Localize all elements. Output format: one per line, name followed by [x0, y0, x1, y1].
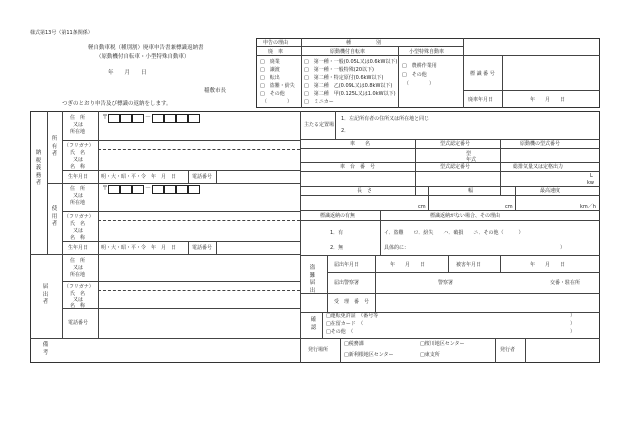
confirm-close-paren-1: ） [570, 313, 576, 319]
haisha-date-value: 年 月 日 [530, 97, 566, 103]
owner-vertical-label: 所有者 [51, 136, 58, 157]
width-label: 幅 [468, 188, 474, 194]
theft-vertical-label: 盗難届出 [309, 265, 316, 294]
user-phone-label: 電話番号 [192, 245, 213, 251]
motor-type-label: 原動機の型式番号 [520, 141, 561, 147]
displacement-label: 総排気量又は定格出力 [513, 164, 564, 170]
form-intro: つぎのとおり申告及び標識の返納をします。 [62, 101, 172, 107]
confirm-close-paren-2: ） [570, 321, 576, 327]
form-addressee: 稲敷市長 [204, 88, 227, 94]
owner-birth-label: 生年月日 [68, 174, 89, 180]
reporter-phone-label: 電話番号 [68, 320, 89, 326]
unit-cm-width: cm [505, 204, 513, 210]
form-subtitle: （原動機付自転車・小型特殊自動車） [96, 54, 190, 60]
plate-number-label: 標 識 番 号 [470, 71, 495, 77]
confirm-other[interactable]: □その他 （ [326, 329, 354, 335]
haisha-date-label: 廃車年月日 [468, 97, 494, 103]
haisha-option-joto[interactable]: □ 譲渡 [260, 67, 280, 73]
form-number: 様式第13号（第11条関係） [30, 30, 93, 36]
unit-kilowatt: kw [587, 180, 594, 186]
office-option-sakuragawa[interactable]: □桜川地区センター [420, 341, 465, 347]
user-zip-field[interactable]: 〒 － [102, 184, 200, 195]
user-birth-value: 明・大・昭・平・令 年 月 日 [101, 245, 177, 251]
gentsuki-option-2[interactable]: □ 第一種・一般特殊(20以下) [304, 67, 374, 73]
no-plate-reason-options[interactable]: イ．盗難 ロ．紛失 ハ．破損 ニ．その他（ ） [384, 230, 524, 236]
gentsuki-option-5[interactable]: □ 第二種 甲(0.125L又は1.0kW以下) [304, 91, 396, 97]
haisha-option-haigyo[interactable]: □ 廃業 [260, 59, 280, 65]
main-place-option-2[interactable]: 2． [341, 128, 350, 134]
office-option-zeimu[interactable]: □税務課 [344, 341, 364, 347]
police-station-suffix: 警察署 [438, 280, 454, 286]
vehicle-name-label: 車 名 [350, 141, 371, 147]
haisha-option-tenshutsu[interactable]: □ 転出 [260, 75, 280, 81]
gentsuki-option-1[interactable]: □ 第一種・一般(0.05L又は0.6kW以下) [304, 59, 398, 65]
koban-suffix: 交番・駐在所 [550, 280, 581, 286]
confirm-residence-card[interactable]: □在留カード （ [326, 321, 364, 327]
model-cert-label: 型式認定番号 [440, 141, 471, 147]
police-station-label: 届出警察署 [334, 280, 360, 286]
main-place-option-1[interactable]: 1．左記所有者の住所又は所在地と同じ [341, 116, 430, 122]
office-option-higashi[interactable]: □東支所 [420, 352, 440, 358]
concrete-reason-label: 具体的に： [384, 245, 410, 251]
length-label: 長 さ [357, 188, 373, 194]
damage-date-value: 年 月 日 [530, 262, 566, 268]
confirm-vertical-label: 確認 [310, 317, 317, 331]
kind-header: 種 別 [346, 40, 382, 46]
haisha-option-tonan[interactable]: □ 盗難・紛失 [260, 83, 295, 89]
unit-kmh: km／h [580, 204, 596, 210]
form-title: 軽自動車税（種別割）廃車申告書兼標識返納書 [88, 45, 204, 51]
taxpayer-vertical-label: 納税義務者 [35, 150, 42, 186]
model-suffix: 型 [466, 151, 472, 157]
plate-return-no[interactable]: 2．無 [330, 245, 344, 251]
no-plate-reason-label: 標識返納がない場合、その理由 [430, 213, 501, 219]
kogata-col-header: 小型特殊自動車 [409, 49, 445, 55]
gentsuki-option-4[interactable]: □ 第二種 乙(0.09L又は0.8kW以下) [304, 83, 393, 89]
report-date-label: 届出年月日 [334, 262, 360, 268]
haisha-option-other[interactable]: □ その他 [260, 91, 285, 97]
reporter-vertical-label: 届出者 [42, 284, 49, 305]
unit-cm-length: cm [418, 204, 426, 210]
owner-zip-field[interactable]: 〒 － [102, 113, 200, 124]
owner-phone-label: 電話番号 [192, 174, 213, 180]
concrete-close-paren: ） [560, 245, 566, 251]
reason-header: 申告の理由 [263, 40, 289, 46]
unit-liter: L [590, 173, 593, 179]
owner-birth-value: 明・大・昭・平・令 年 月 日 [101, 174, 177, 180]
gentsuki-option-minicar[interactable]: □ ミニカー [304, 99, 334, 105]
plate-return-label: 標識返納の有無 [320, 213, 356, 219]
form-date-line: 年 月 日 [108, 70, 147, 76]
model-cert-number-label: 型式認定番号 [440, 164, 471, 170]
haisha-col-header: 廃 車 [268, 49, 284, 55]
user-birth-label: 生年月日 [68, 245, 89, 251]
report-date-value: 年 月 日 [390, 262, 426, 268]
user-vertical-label: 使用者 [51, 206, 58, 227]
confirm-close-paren-3: ） [570, 329, 576, 335]
gentsuki-col-header: 原動機付自転車 [330, 49, 366, 55]
kogata-option-other[interactable]: □ その他 [402, 72, 427, 78]
frame-number-label: 車 台 番 号 [340, 164, 376, 170]
model-year-suffix: 年式 [466, 157, 477, 163]
damage-date-label: 被害年月日 [456, 262, 482, 268]
issuing-office-label: 発行場所 [308, 347, 329, 353]
kogata-option-paren: （ ） [404, 81, 435, 87]
remarks-vertical-label: 備考 [42, 342, 49, 356]
plate-return-yes[interactable]: 1．有 [330, 230, 344, 236]
issuer-label: 発行者 [500, 347, 516, 353]
gentsuki-option-3[interactable]: □ 第二種・特定原付(0.6kW以下) [304, 75, 384, 81]
office-option-shintone[interactable]: □新利根地区センター [344, 352, 394, 358]
max-speed-label: 最高速度 [540, 188, 561, 194]
haisha-option-other-paren: （ ） [262, 99, 293, 105]
receipt-number-label: 受 理 番 号 [334, 299, 370, 305]
confirm-license[interactable]: □運転免許証 （番号等 [326, 313, 379, 319]
main-place-label: 主たる定置場 [304, 122, 335, 128]
kogata-option-noko[interactable]: □ 農耕作業用 [402, 63, 437, 69]
